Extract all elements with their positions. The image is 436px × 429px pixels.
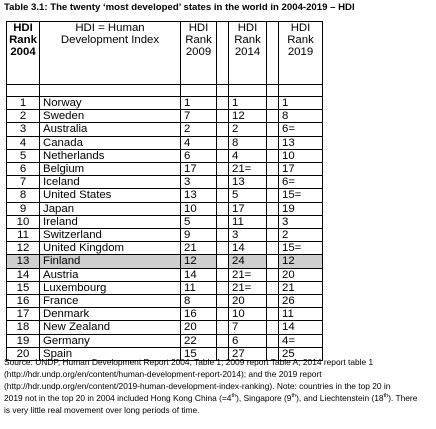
gap-cell [217,110,229,123]
rank-2009-cell: 9 [181,229,217,242]
rank-2004-cell: 15 [7,281,40,294]
rank-2009-cell: 1 [181,97,217,110]
state-cell: Australia [40,123,181,136]
table-row [7,334,323,347]
gap-cell [217,295,229,308]
rank-2019-cell: 19 [279,202,323,215]
rank-2009-cell: 16 [181,308,217,321]
rank-2009-cell: 21 [181,242,217,255]
table-row [7,215,323,228]
rank-2019-cell: 14 [279,321,323,334]
rank-2004-cell: 3 [7,123,40,136]
rank-2004-cell: 10 [7,215,40,228]
rank-2009-cell: 22 [181,334,217,347]
rank-2009-cell: 5 [181,215,217,228]
gap-cell [217,268,229,281]
rank-2014-cell: 17 [229,202,267,215]
gap-cell [267,97,279,110]
rank-2004-cell: 20 [7,347,40,360]
gap-cell [217,163,229,176]
rank-2004-cell: 7 [7,176,40,189]
gap-cell [267,149,279,162]
gap-cell [217,149,229,162]
gap-cell [217,136,229,149]
rank-2014-cell: 6 [229,334,267,347]
rank-2004-cell: 18 [7,321,40,334]
state-cell: Sweden [40,110,181,123]
table-caption: Table 3.1: The twenty ‘most developed’ states in the world in 2004-2019 – HDI [4,2,355,13]
gap-cell [267,176,279,189]
header-gap [267,22,279,85]
rank-2019-cell: 4= [279,334,323,347]
state-cell: United Kingdom [40,242,181,255]
rank-2014-cell: 3 [229,229,267,242]
rank-2014-cell: 14 [229,242,267,255]
table-row [7,202,323,215]
table-row [7,123,323,136]
rank-2014-cell: 27 [229,347,267,360]
state-cell: Switzerland [40,229,181,242]
table-row [7,136,323,149]
gap-cell [267,295,279,308]
table-row [7,281,323,294]
rank-2014-cell: 21= [229,281,267,294]
hdi-table [6,21,323,361]
state-cell: New Zealand [40,321,181,334]
gap-cell [217,229,229,242]
rank-2009-cell: 8 [181,295,217,308]
table-row [7,308,323,321]
table-body [7,97,323,361]
header-rank-2009: HDI Rank 2009 [181,22,217,85]
header-rank-2004: HDI Rank 2004 [7,22,40,85]
rank-2019-cell: 25 [279,347,323,360]
table-row [7,149,323,162]
rank-2014-cell: 11 [229,215,267,228]
gap-cell [267,255,279,268]
gap-cell [217,334,229,347]
rank-2009-cell: 17 [181,163,217,176]
table-row [7,255,323,268]
rank-2019-cell: 20 [279,268,323,281]
rank-2014-cell: 4 [229,149,267,162]
rank-2019-cell: 26 [279,295,323,308]
state-cell: Belgium [40,163,181,176]
state-cell: Ireland [40,215,181,228]
gap-cell [267,321,279,334]
rank-2004-cell: 14 [7,268,40,281]
rank-2009-cell: 20 [181,321,217,334]
table-row [7,229,323,242]
rank-2019-cell: 3 [279,215,323,228]
rank-2014-cell: 21= [229,268,267,281]
header-rank-2019: HDI Rank 2019 [279,22,323,85]
rank-2004-cell: 19 [7,334,40,347]
gap-cell [217,281,229,294]
rank-2004-cell: 12 [7,242,40,255]
table-row [7,163,323,176]
rank-2004-cell: 9 [7,202,40,215]
header-gap [217,22,229,85]
state-cell: Finland [40,255,181,268]
table-row [7,295,323,308]
header-index: HDI = Human Development Index [40,22,181,85]
rank-2019-cell: 10 [279,149,323,162]
state-cell: Denmark [40,308,181,321]
state-cell: Iceland [40,176,181,189]
gap-cell [217,242,229,255]
state-cell: Germany [40,334,181,347]
rank-2014-cell: 21= [229,163,267,176]
rank-2019-cell: 17 [279,163,323,176]
gap-cell [267,268,279,281]
state-cell: Canada [40,136,181,149]
gap-cell [217,189,229,202]
gap-cell [267,202,279,215]
rank-2014-cell: 13 [229,176,267,189]
table-row [7,268,323,281]
gap-cell [217,97,229,110]
table-row [7,110,323,123]
table-row [7,242,323,255]
gap-cell [217,176,229,189]
gap-cell [267,281,279,294]
gap-cell [267,229,279,242]
rank-2019-cell: 15= [279,189,323,202]
rank-2014-cell: 10 [229,308,267,321]
rank-2019-cell: 15= [279,242,323,255]
state-cell: Austria [40,268,181,281]
rank-2014-cell: 1 [229,97,267,110]
state-cell: Norway [40,97,181,110]
rank-2004-cell: 13 [7,255,40,268]
gap-cell [217,321,229,334]
gap-cell [267,308,279,321]
spacer-row [7,85,323,97]
rank-2014-cell: 12 [229,110,267,123]
gap-cell [217,215,229,228]
rank-2004-cell: 17 [7,308,40,321]
gap-cell [217,123,229,136]
rank-2009-cell: 4 [181,136,217,149]
rank-2009-cell: 7 [181,110,217,123]
rank-2019-cell: 1 [279,97,323,110]
state-cell: Spain [40,347,181,360]
state-cell: Japan [40,202,181,215]
table-header-row [7,22,323,85]
gap-cell [267,242,279,255]
rank-2004-cell: 16 [7,295,40,308]
gap-cell [217,308,229,321]
gap-cell [217,255,229,268]
gap-cell [267,110,279,123]
rank-2004-cell: 8 [7,189,40,202]
rank-2014-cell: 7 [229,321,267,334]
state-cell: Netherlands [40,149,181,162]
gap-cell [267,189,279,202]
header-rank-2014: HDI Rank 2014 [229,22,267,85]
rank-2019-cell: 21 [279,281,323,294]
rank-2004-cell: 11 [7,229,40,242]
rank-2019-cell: 12 [279,255,323,268]
rank-2019-cell: 6= [279,123,323,136]
rank-2019-cell: 11 [279,308,323,321]
rank-2004-cell: 5 [7,149,40,162]
rank-2014-cell: 5 [229,189,267,202]
rank-2004-cell: 6 [7,163,40,176]
rank-2004-cell: 4 [7,136,40,149]
gap-cell [267,123,279,136]
rank-2019-cell: 13 [279,136,323,149]
rank-2009-cell: 10 [181,202,217,215]
gap-cell [217,202,229,215]
table-row [7,321,323,334]
source-note: Source: UNDP, Human Development Report 2004, Table 1; 2009 report Table A; 2014 report table 1 (http://hdr.undp.org/en/content/human-development-report-2014); and the 2019 report (http://hdr.undp.org/en/content/2019-human-development-index-ranking). Note: countries in the top 20 in 2019 not in the top 20 in 2004 included Hong Kong China (=4th), Singapore (9th), and Liechtenstein (18th). There is very little real movement over long periods of time. [4,357,418,415]
gap-cell [267,334,279,347]
table-row [7,176,323,189]
gap-cell [267,163,279,176]
gap-cell [267,136,279,149]
rank-2019-cell: 2 [279,229,323,242]
gap-cell [267,215,279,228]
rank-2014-cell: 20 [229,295,267,308]
rank-2004-cell: 1 [7,97,40,110]
rank-2019-cell: 8 [279,110,323,123]
rank-2009-cell: 2 [181,123,217,136]
rank-2014-cell: 8 [229,136,267,149]
rank-2009-cell: 6 [181,149,217,162]
table-row [7,97,323,110]
rank-2009-cell: 11 [181,281,217,294]
rank-2009-cell: 14 [181,268,217,281]
rank-2009-cell: 15 [181,347,217,360]
state-cell: United States [40,189,181,202]
rank-2014-cell: 24 [229,255,267,268]
rank-2014-cell: 2 [229,123,267,136]
rank-2004-cell: 2 [7,110,40,123]
rank-2009-cell: 3 [181,176,217,189]
rank-2019-cell: 6= [279,176,323,189]
rank-2009-cell: 12 [181,255,217,268]
table-row [7,189,323,202]
rank-2009-cell: 13 [181,189,217,202]
state-cell: Luxembourg [40,281,181,294]
state-cell: France [40,295,181,308]
